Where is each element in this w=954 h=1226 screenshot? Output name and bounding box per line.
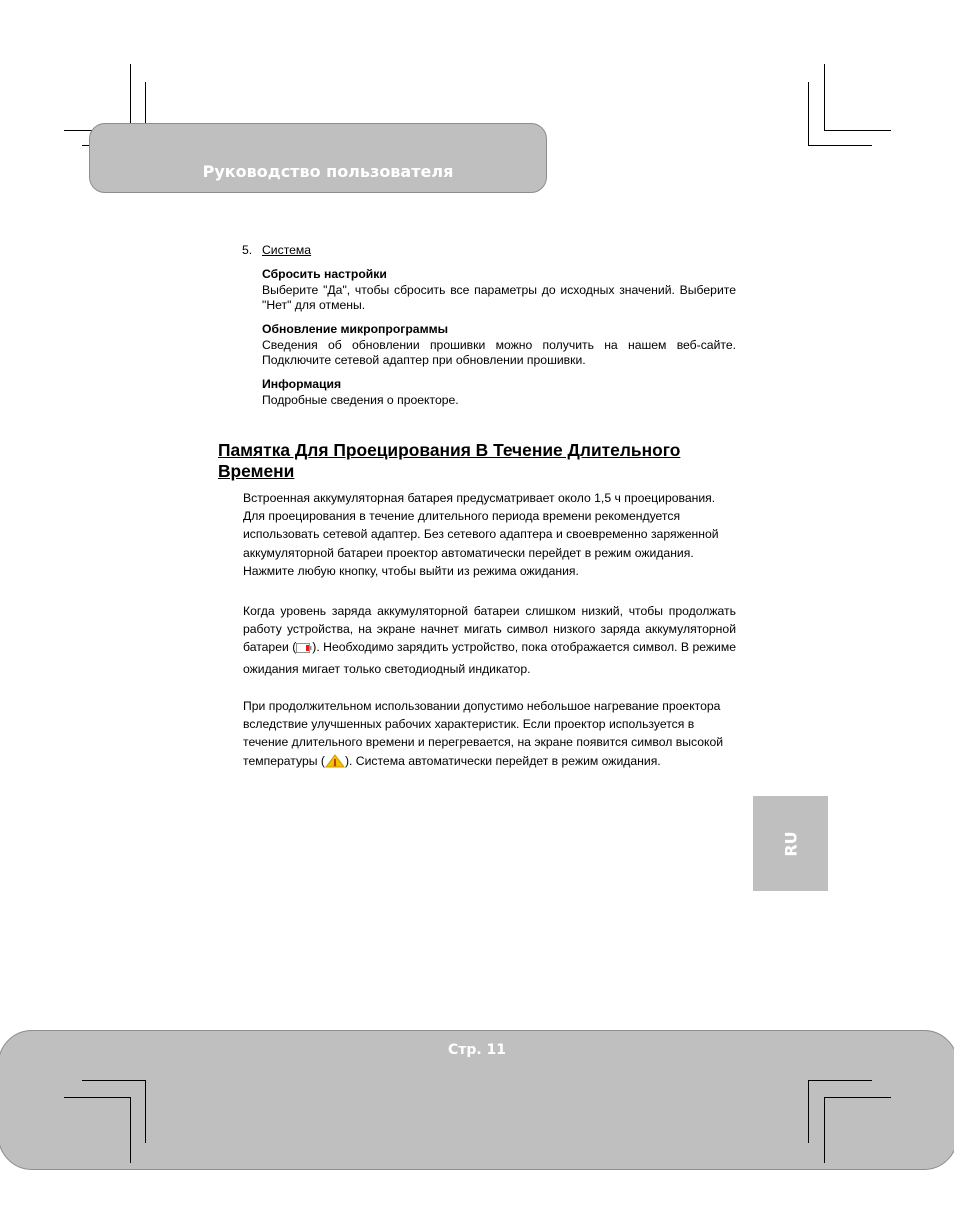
crop-mark	[824, 1097, 891, 1098]
crop-mark	[64, 1097, 130, 1098]
crop-mark	[824, 64, 825, 130]
crop-mark	[145, 1080, 146, 1143]
low-battery-icon	[296, 641, 312, 659]
memo-paragraph-2	[243, 602, 736, 678]
reset-settings-title: Сбросить настройки	[262, 267, 387, 281]
language-label: RU	[781, 830, 800, 857]
crop-mark	[824, 130, 891, 131]
crop-mark	[808, 145, 872, 146]
page-number: Стр. 11	[447, 1042, 507, 1058]
memo-heading: Памятка Для Проецирования В Течение Длительного Времени	[218, 440, 681, 481]
section-title: Система	[262, 243, 312, 257]
memo-paragraph-2-end: ). Необходимо зарядить устройство, пока отображается символ. В режиме ожидания мигает только светодиодный индикатор.	[243, 640, 736, 676]
memo-paragraph-3	[243, 697, 736, 773]
memo-paragraph-3-start: При продолжительном использовании допустимо небольшое нагревание проектора вследствие улучшенных рабочих характеристик. Если проектор используется в течение длительного времени и перегревается, на экране появится символ высокой температуры (	[243, 699, 724, 768]
memo-paragraph-2-start: Когда уровень заряда аккумуляторной батареи слишком низкий, чтобы продолжать работу устройства, на экране начнет мигать символ низкого заряда аккумуляторной батареи (	[243, 604, 736, 655]
header-title: Руководство пользователя	[202, 162, 454, 181]
memo-paragraph-3-end: ). Система автоматически перейдет в режим ожидания.	[344, 753, 661, 768]
crop-mark	[824, 1097, 825, 1163]
information-title: Информация	[262, 377, 342, 391]
firmware-update-text: Сведения об обновлении прошивки можно получить на нашем веб-сайте. Подключите сетевой адаптер при обновлении прошивки.	[262, 337, 736, 367]
crop-mark	[808, 1080, 809, 1143]
firmware-update-title: Обновление микропрограммы	[262, 322, 449, 336]
crop-mark	[82, 1080, 145, 1081]
language-tab	[753, 796, 828, 891]
reset-settings-text: Выберите "Да", чтобы сбросить все параметры до исходных значений. Выберите "Нет" для отмены.	[262, 282, 736, 312]
reset-settings-block	[262, 267, 736, 314]
information-text: Подробные сведения о проекторе.	[262, 392, 459, 407]
section-number: 5.	[242, 243, 253, 257]
crop-mark	[130, 1097, 131, 1163]
firmware-update-block	[262, 322, 736, 369]
header-tab	[89, 123, 547, 193]
crop-mark	[808, 1080, 872, 1081]
high-temperature-warning-icon	[325, 754, 345, 773]
memo-paragraph-1: Встроенная аккумуляторная батарея предусматривает около 1,5 ч проецирования. Для проецирования в течение длительного периода времени рекомендуется использовать сетевой адаптер. Без сетевого адаптера и своевременно заряженной аккумуляторной батареи проектор автоматически перейдет в режим ожидания. Нажмите любую кнопку, чтобы выйти из режима ожидания.	[243, 491, 719, 578]
crop-mark	[808, 82, 809, 145]
information-block	[262, 377, 736, 408]
